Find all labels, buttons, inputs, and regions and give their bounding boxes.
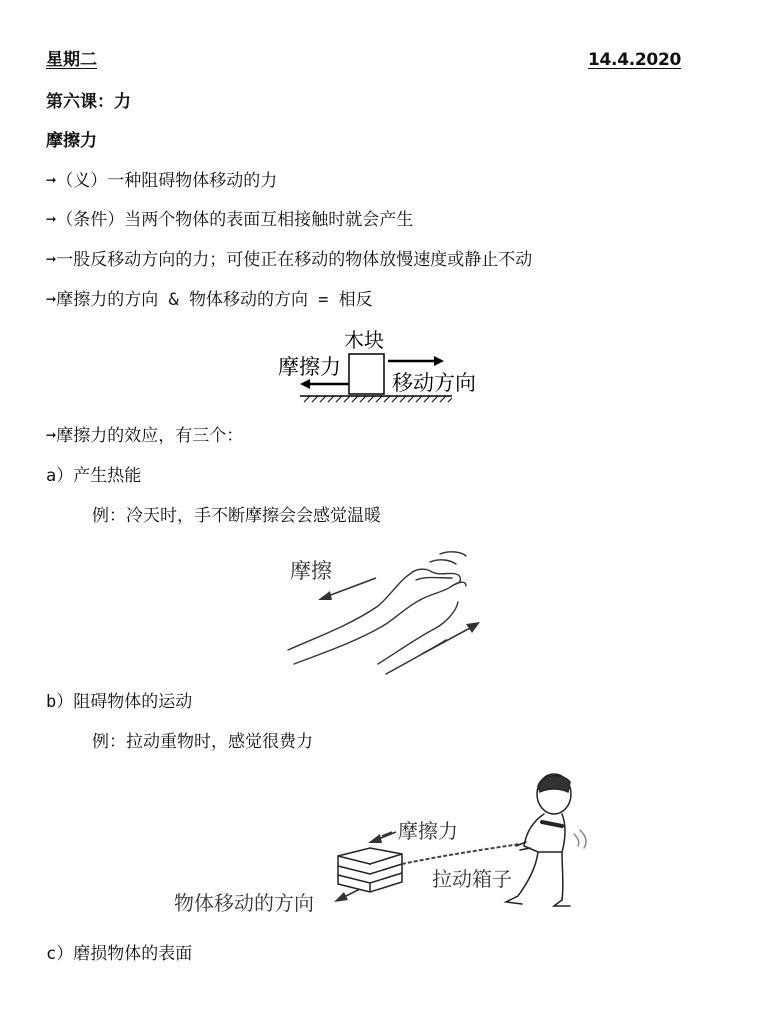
point-direction: ➞摩擦力的方向 & 物体移动的方向 = 相反 (46, 290, 373, 310)
day-heading: 星期二 (46, 50, 97, 70)
point-definition: ➞（义）一种阻碍物体移动的力 (46, 171, 278, 191)
rubbing-label: 摩擦 (290, 559, 332, 583)
date-heading: 14.4.2020 (588, 50, 682, 70)
block-friction-diagram (270, 322, 500, 410)
effect-a-example: 例：冷天时，手不断摩擦会会感觉温暖 (92, 506, 381, 526)
effect-c-label: c）磨损物体的表面 (46, 944, 193, 964)
friction-label: 摩擦力 (278, 355, 341, 379)
effect-a-label: a）产生热能 (46, 466, 142, 486)
topic-title: 摩擦力 (46, 131, 97, 151)
boy-figure (506, 774, 586, 906)
wooden-block (349, 354, 384, 394)
point-effect: ➞一股反移动方向的力；可使正在移动的物体放慢速度或静止不动 (46, 250, 533, 270)
pulling-box-diagram (170, 768, 610, 918)
rubbing-hands-diagram (280, 540, 500, 675)
friction-label-2: 摩擦力 (398, 819, 458, 843)
friction-arrow-icon (368, 832, 396, 843)
direction-label: 移动方向 (392, 371, 476, 395)
friction-arrow-left-icon (300, 379, 349, 389)
ground-surface (300, 396, 452, 402)
point-condition: ➞（条件）当两个物体的表面互相接触时就会产生 (46, 210, 414, 230)
effect-b-label: b）阻碍物体的运动 (46, 692, 193, 712)
pull-rope (402, 844, 520, 864)
effects-intro: ➞摩擦力的效应，有三个： (46, 426, 244, 446)
block-label: 木块 (344, 328, 384, 352)
effect-b-example: 例：拉动重物时，感觉很费力 (92, 732, 313, 752)
lesson-title: 第六课：力 (46, 92, 131, 112)
motion-arrow-right-icon (388, 356, 444, 366)
wooden-crate (338, 848, 402, 892)
pull-box-label: 拉动箱子 (432, 867, 512, 891)
direction-label-2: 物体移动的方向 (174, 891, 314, 915)
